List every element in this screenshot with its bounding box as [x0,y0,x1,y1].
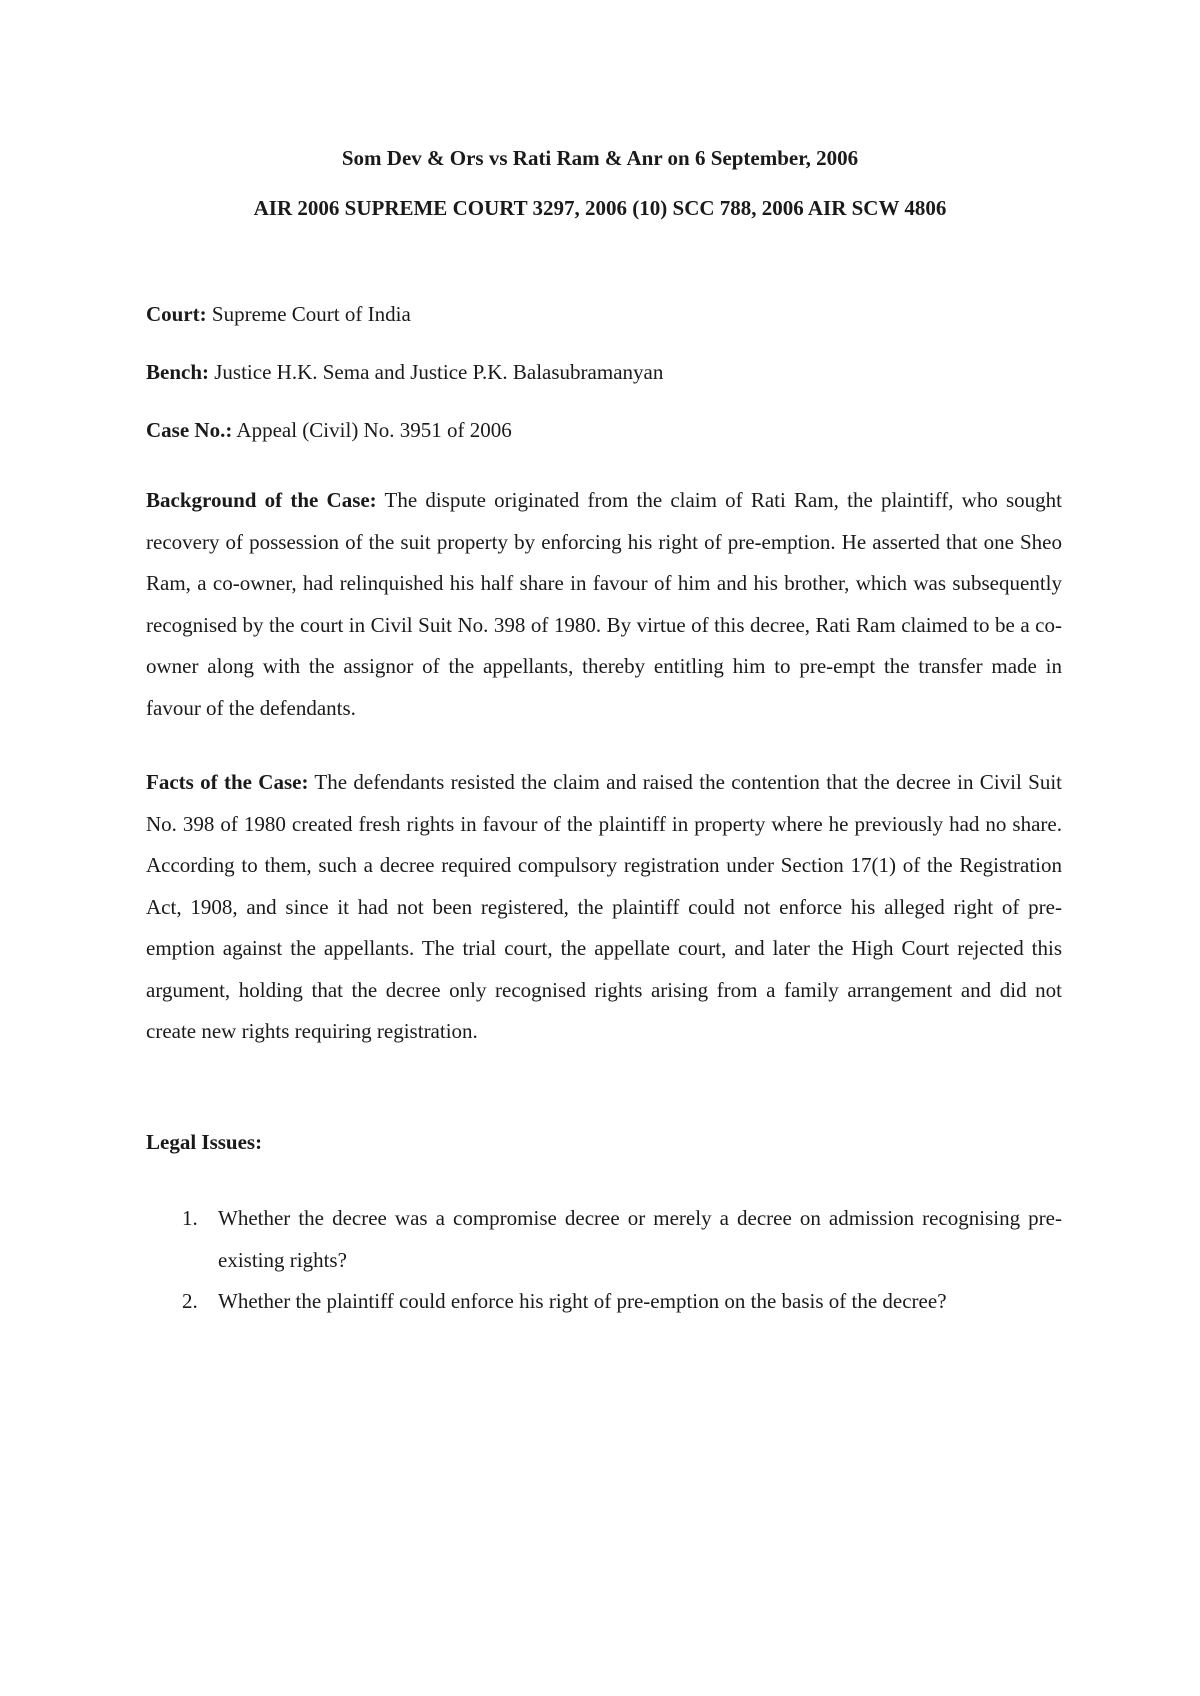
case-number-field [146,418,512,443]
document-citation: AIR 2006 SUPREME COURT 3297, 2006 (10) SCC 788, 2006 AIR SCW 4806 [253,196,947,220]
court-label: Court: [146,302,207,326]
bench-label: Bench: [146,360,209,384]
case-number-value: Appeal (Civil) No. 3951 of 2006 [232,418,512,442]
facts-label: Facts of the Case: [146,770,309,794]
facts-text: The defendants resisted the claim and raised the contention that the decree in Civil Suit No. 398 of 1980 created fresh rights in favour of the plaintiff in property where he previously had no share. According to them, such a decree required compulsory registration under Section 17(1) of the Registration Act, 1908, and since it had not been registered, the plaintiff could not enforce his alleged right of pre-emption against the appellants. The trial court, the appellate court, and later the High Court rejected this argument, holding that the decree only recognised rights arising from a family arrangement and did not create new rights requiring registration. [146,770,1062,1043]
facts-paragraph [146,762,1062,1053]
court-value: Supreme Court of India [206,302,411,326]
legal-issue-item [146,1198,1062,1281]
legal-issues-list [146,1198,1062,1323]
bench-field [146,360,663,385]
background-paragraph [146,480,1062,729]
court-field [146,302,411,327]
legal-issue-text: Whether the plaintiff could enforce his right of pre-emption on the basis of the decree? [218,1289,947,1313]
case-number-label: Case No.: [146,418,233,442]
background-label: Background of the Case: [146,488,377,512]
legal-issue-text: Whether the decree was a compromise decree or merely a decree on admission recognising pre-existing rights? [218,1206,1062,1272]
legal-issue-number: 2. [182,1289,198,1313]
background-text: The dispute originated from the claim of Rati Ram, the plaintiff, who sought recovery of possession of the suit property by enforcing his right of pre-emption. He asserted that one Sheo Ram, a co-owner, had relinquished his half share in favour of him and his brother, which was subsequently recognised by the court in Civil Suit No. 398 of 1980. By virtue of this decree, Rati Ram claimed to be a co-owner along with the assignor of the appellants, thereby entitling him to pre-empt the transfer made in favour of the defendants. [146,488,1063,720]
legal-issues-heading: Legal Issues: [146,1130,263,1154]
document-title: Som Dev & Ors vs Rati Ram & Anr on 6 September, 2006 [341,146,859,170]
legal-issue-item [146,1281,1062,1323]
bench-value: Justice H.K. Sema and Justice P.K. Balasubramanyan [209,360,664,384]
legal-issue-number: 1. [182,1206,198,1230]
